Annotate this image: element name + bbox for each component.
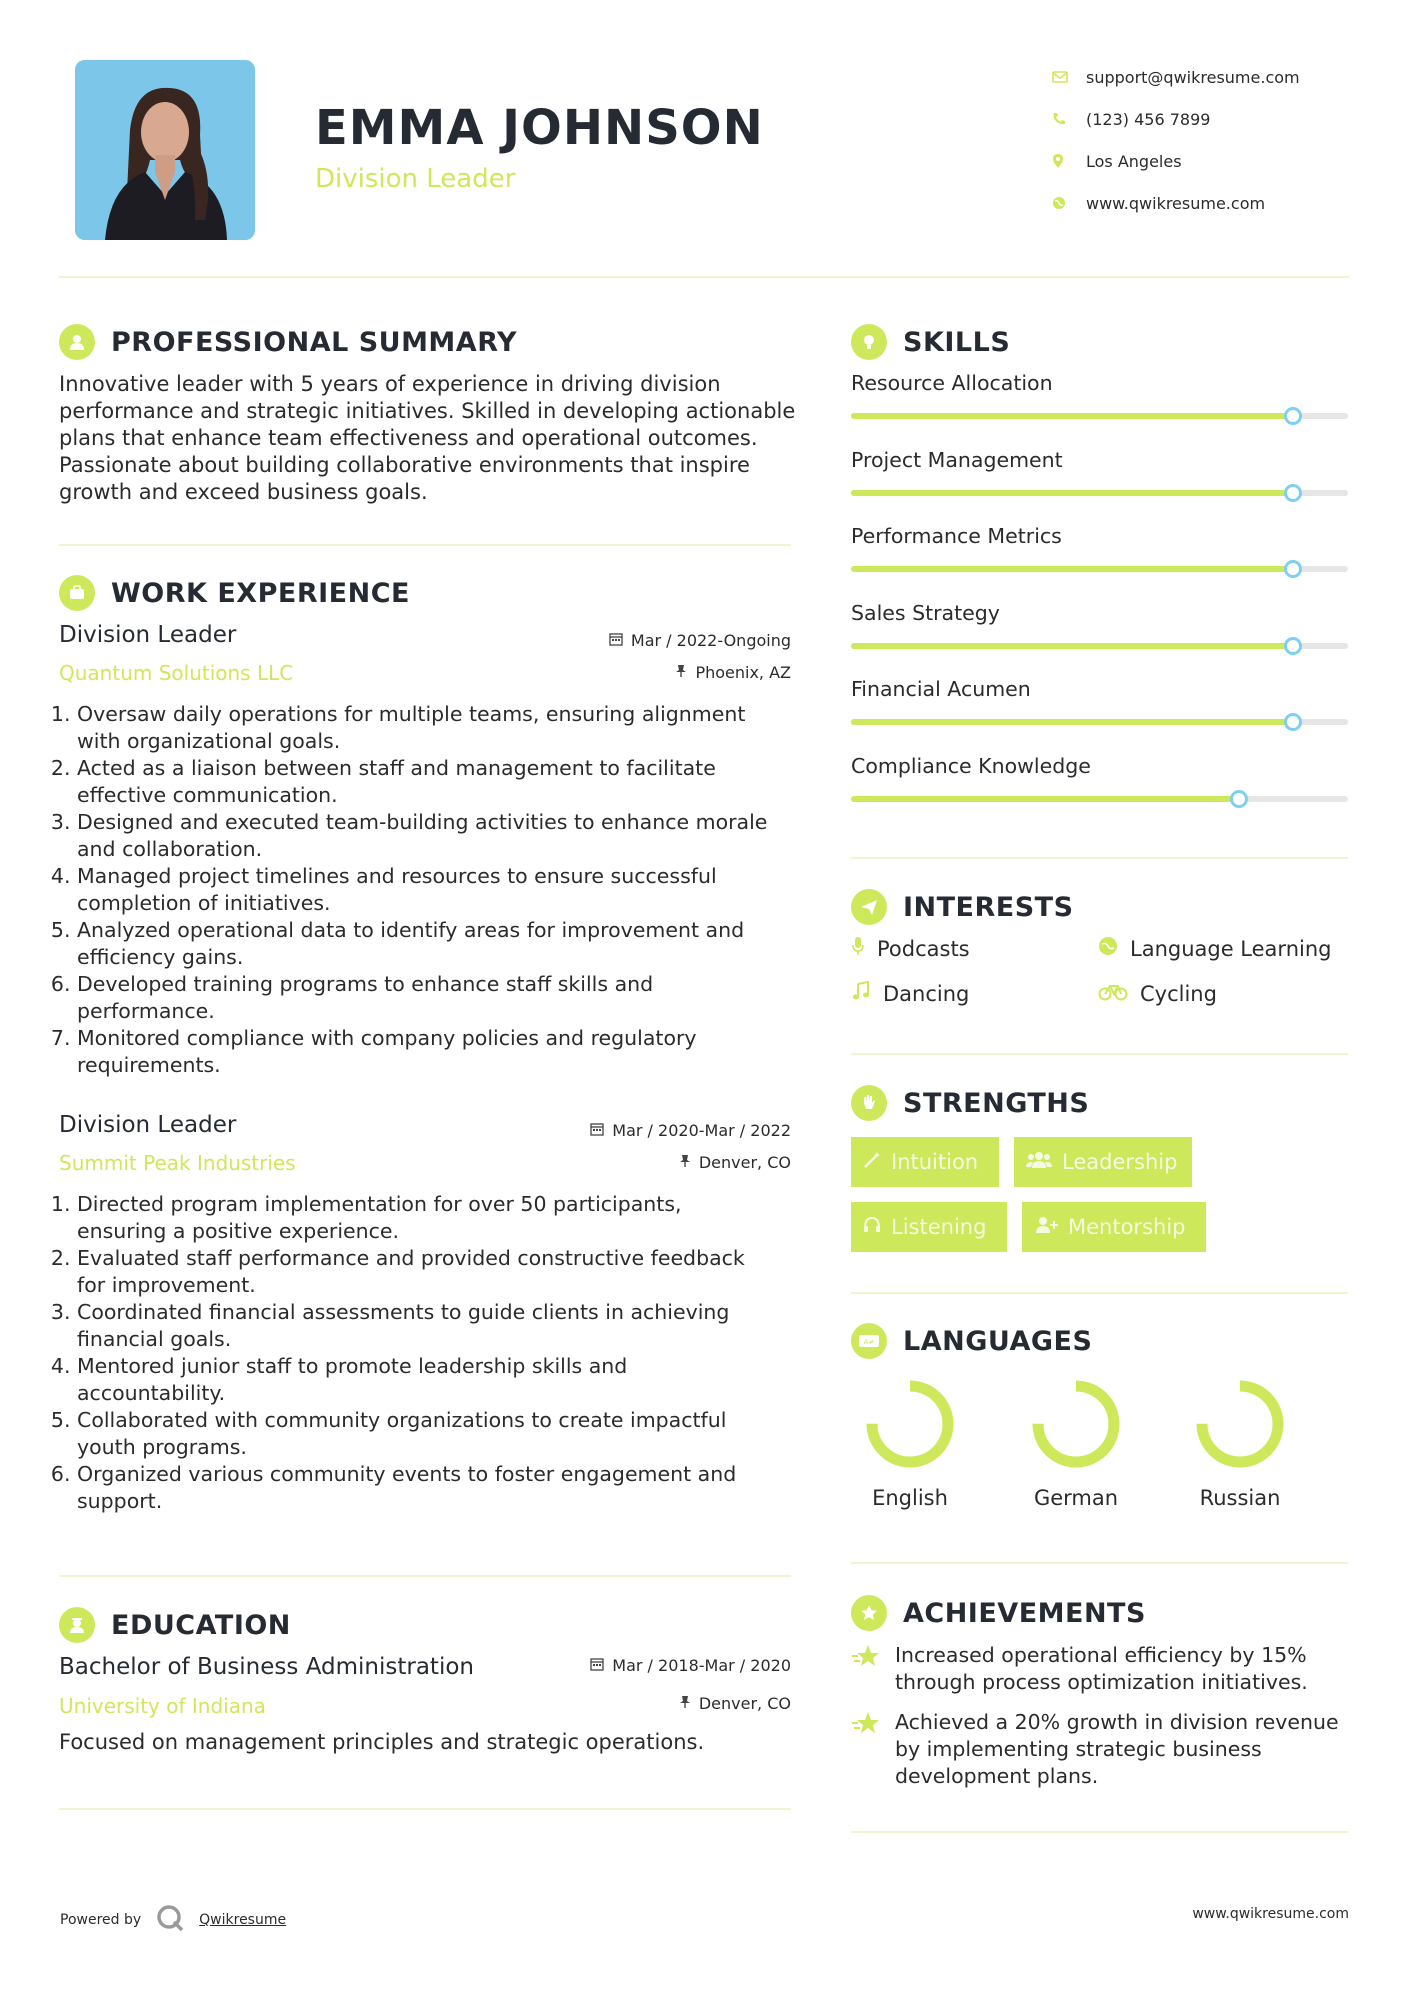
job-location <box>679 1153 791 1172</box>
skill-label: Compliance Knowledge <box>851 753 1091 778</box>
summary-text <box>59 371 799 506</box>
list-item: 5. Analyzed operational data to identify areas for improvement and efficiency gains. <box>77 917 799 971</box>
job-location <box>675 663 791 682</box>
contact-location <box>1052 140 1352 182</box>
languages-divider <box>851 1562 1348 1564</box>
skill-bar-track <box>851 490 1348 496</box>
calendar-icon <box>590 1656 604 1675</box>
skill-label: Project Management <box>851 447 1063 472</box>
list-item: 4. Mentored junior staff to promote leadership skills and accountability. <box>77 1353 799 1407</box>
strength-label: Intuition <box>891 1150 979 1174</box>
summary-line: Passionate about building collaborative environments that inspire <box>59 453 750 477</box>
contact-email-text: support@qwikresume.com <box>1086 67 1300 87</box>
language-level-arc <box>872 1386 948 1462</box>
interest-label: Cycling <box>1140 981 1217 1006</box>
interests-title: INTERESTS <box>903 891 1074 923</box>
graduate-icon <box>59 1607 95 1643</box>
list-item: 6. Developed training programs to enhance staff skills and performance. <box>77 971 799 1025</box>
contact-website[interactable] <box>1052 182 1352 224</box>
job-title: Division Leader <box>59 622 237 648</box>
skill-label: Performance Metrics <box>851 524 1062 548</box>
language-item <box>850 1376 970 1510</box>
strength-label: Mentorship <box>1068 1215 1186 1239</box>
strength-badge <box>851 1137 999 1187</box>
skill-bar-track <box>851 566 1348 572</box>
map-pin-icon <box>1052 153 1086 169</box>
skill-bar-fill <box>851 719 1293 725</box>
phone-icon <box>1052 112 1086 126</box>
list-item: 6. Organized various community events to foster engagement and support. <box>77 1461 799 1515</box>
skill-level-knob <box>1284 713 1302 731</box>
list-item: 3. Designed and executed team-building activities to enhance morale and collaboration. <box>77 809 799 863</box>
achievement-line: Achieved a 20% growth in division revenue <box>895 1710 1339 1734</box>
achievement-line: by implementing strategic business <box>895 1737 1262 1761</box>
achievements-divider <box>851 1831 1348 1833</box>
education-title: EDUCATION <box>111 1609 291 1641</box>
experience-title: WORK EXPERIENCE <box>111 577 410 609</box>
star-icon <box>851 1709 881 1790</box>
skill-bar-track <box>851 796 1348 802</box>
experience-divider <box>59 1575 791 1577</box>
interest-item <box>851 936 970 961</box>
skill-label: Financial Acumen <box>851 677 1031 701</box>
strength-label: Leadership <box>1062 1150 1178 1174</box>
skill-level-knob <box>1284 407 1302 425</box>
qwikresume-link[interactable]: Qwikresume <box>199 1912 287 1928</box>
music-note-icon <box>851 981 871 1006</box>
strengths-divider <box>851 1292 1348 1294</box>
skill-item <box>851 601 1348 649</box>
degree-title: Bachelor of Business Administration <box>59 1654 474 1680</box>
skill-item <box>851 448 1348 496</box>
summary-line: performance and strategic initiatives. Skilled in developing actionable <box>59 399 796 423</box>
interest-item <box>851 981 969 1006</box>
summary-line: growth and exceed business goals. <box>59 480 428 504</box>
globe-icon <box>1098 936 1118 961</box>
interest-item <box>1098 981 1217 1006</box>
users-icon <box>1026 1150 1052 1174</box>
powered-by-label: Powered by <box>60 1912 142 1928</box>
skill-label: Sales Strategy <box>851 600 1000 625</box>
globe-icon <box>1052 196 1086 210</box>
skill-bar-fill <box>851 490 1293 496</box>
pushpin-icon <box>675 663 687 682</box>
skill-item <box>851 677 1348 725</box>
language-level-arc <box>1038 1386 1114 1462</box>
skill-item <box>851 754 1348 802</box>
contact-phone-text: (123) 456 7899 <box>1086 109 1211 129</box>
interests-divider <box>851 1053 1348 1055</box>
skill-level-knob <box>1230 790 1248 808</box>
candidate-name: EMMA JOHNSON <box>315 100 764 156</box>
skill-bar-fill <box>851 643 1293 649</box>
education-location <box>679 1694 791 1713</box>
list-item: 3. Coordinated financial assessments to guide clients in achieving financial goals. <box>77 1299 799 1353</box>
footer-branding <box>60 1903 286 1937</box>
language-item <box>1180 1376 1300 1510</box>
list-item: 2. Acted as a liaison between staff and management to facilitate effective communication. <box>77 755 799 809</box>
interest-item <box>1098 936 1331 961</box>
candidate-role: Division Leader <box>315 164 516 194</box>
contact-website-text: www.qwikresume.com <box>1086 193 1266 213</box>
language-item <box>1016 1376 1136 1510</box>
header-divider <box>59 276 1349 278</box>
achievements-title: ACHIEVEMENTS <box>903 1597 1146 1629</box>
achievement-item <box>851 1709 1351 1790</box>
pushpin-icon <box>679 1153 691 1172</box>
list-item: 2. Evaluated staff performance and provided constructive feedback for improvement. <box>77 1245 799 1299</box>
summary-line: plans that enhance team effectiveness and operational outcomes. <box>59 426 758 450</box>
user-icon <box>59 324 95 360</box>
summary-heading <box>59 324 517 360</box>
language-level-arc <box>1202 1386 1278 1462</box>
education-dates <box>590 1656 791 1675</box>
skill-bar-track <box>851 719 1348 725</box>
person-avatar-icon <box>75 60 255 240</box>
skills-title: SKILLS <box>903 326 1011 358</box>
job-duties-list <box>59 1191 799 1515</box>
pushpin-icon <box>679 1694 691 1713</box>
skill-level-knob <box>1284 637 1302 655</box>
svg-text:A≠: A≠ <box>863 1338 875 1346</box>
calendar-icon <box>609 631 623 650</box>
list-item: 5. Collaborated with community organizations to create impactful youth programs. <box>77 1407 799 1461</box>
education-heading <box>59 1607 291 1643</box>
achievements-heading <box>851 1595 1146 1631</box>
language-ring <box>1028 1376 1124 1472</box>
strength-badge <box>1014 1137 1192 1187</box>
skill-bar-fill <box>851 566 1293 572</box>
interest-label: Dancing <box>883 981 970 1006</box>
language-name: Russian <box>1199 1486 1281 1510</box>
strengths-title: STRENGTHS <box>903 1087 1090 1119</box>
school-name: University of Indiana <box>59 1694 266 1718</box>
interests-heading <box>851 889 1074 925</box>
education-description: Focused on management principles and strategic operations. <box>59 1730 705 1754</box>
achievement-line: Increased operational efficiency by 15% <box>895 1643 1307 1667</box>
languages-title: LANGUAGES <box>903 1325 1093 1357</box>
language-ring <box>1192 1376 1288 1472</box>
contact-location-text: Los Angeles <box>1086 151 1182 171</box>
skill-bar-track <box>851 413 1348 419</box>
education-location-text: Denver, CO <box>698 1694 791 1713</box>
job-location-text: Denver, CO <box>698 1153 791 1172</box>
contact-list <box>1052 56 1352 224</box>
job-dates-text: Mar / 2022-Ongoing <box>630 631 791 650</box>
qwikresume-logo-icon <box>155 1903 185 1937</box>
bicycle-icon <box>1098 981 1128 1006</box>
magic-wand-icon <box>863 1150 881 1174</box>
contact-phone[interactable] <box>1052 98 1352 140</box>
language-name: German <box>1033 1486 1119 1510</box>
hand-icon <box>851 1085 887 1121</box>
skill-level-knob <box>1284 484 1302 502</box>
skill-label: Resource Allocation <box>851 371 1053 395</box>
star-icon <box>851 1642 881 1696</box>
language-icon <box>851 1323 887 1359</box>
achievement-item <box>851 1642 1351 1696</box>
briefcase-icon <box>59 575 95 611</box>
job-company: Summit Peak Industries <box>59 1151 296 1175</box>
interest-label: Language Learning <box>1130 936 1332 961</box>
paper-plane-icon <box>851 889 887 925</box>
job-duties-list <box>59 701 799 1079</box>
achievement-line: development plans. <box>895 1764 1099 1788</box>
job-dates <box>609 631 791 650</box>
job-dates <box>590 1121 791 1140</box>
education-dates-text: Mar / 2018-Mar / 2020 <box>612 1656 791 1675</box>
job-dates-text: Mar / 2020-Mar / 2022 <box>612 1121 791 1140</box>
achievement-line: through process optimization initiatives. <box>895 1670 1308 1694</box>
envelope-icon <box>1052 71 1086 83</box>
skill-bar-fill <box>851 796 1239 802</box>
strength-badge <box>851 1202 1007 1252</box>
interest-label: Podcasts <box>877 936 970 961</box>
profile-photo <box>75 60 255 240</box>
list-item: 4. Managed project timelines and resources to ensure successful completion of initiatives. <box>77 863 799 917</box>
skill-item <box>851 524 1348 572</box>
strength-badge <box>1022 1202 1206 1252</box>
skill-level-knob <box>1284 560 1302 578</box>
job-location-text: Phoenix, AZ <box>695 663 791 682</box>
list-item: 7. Monitored compliance with company policies and regulatory requirements. <box>77 1025 799 1079</box>
languages-heading <box>851 1323 1092 1359</box>
language-ring <box>862 1376 958 1472</box>
skills-heading <box>851 324 1010 360</box>
education-divider <box>59 1808 791 1810</box>
microphone-icon <box>851 936 865 961</box>
lightbulb-icon <box>851 324 887 360</box>
experience-heading <box>59 575 410 611</box>
strength-label: Listening <box>891 1215 987 1239</box>
job-company: Quantum Solutions LLC <box>59 661 294 685</box>
summary-line: Innovative leader with 5 years of experience in driving division <box>59 372 721 396</box>
skills-divider <box>851 857 1348 859</box>
contact-email[interactable] <box>1052 56 1352 98</box>
language-name: English <box>872 1486 948 1510</box>
job-title: Division Leader <box>59 1112 237 1138</box>
list-item: 1. Oversaw daily operations for multiple teams, ensuring alignment with organizational goals. <box>77 701 799 755</box>
calendar-icon <box>590 1121 604 1140</box>
skill-bar-track <box>851 643 1348 649</box>
strengths-heading <box>851 1085 1089 1121</box>
footer-website-link[interactable]: www.qwikresume.com <box>1192 1906 1349 1922</box>
skill-bar-fill <box>851 413 1293 419</box>
skill-item <box>851 371 1348 419</box>
summary-title: PROFESSIONAL SUMMARY <box>111 326 518 358</box>
summary-divider <box>59 544 791 546</box>
user-plus-icon <box>1034 1215 1058 1239</box>
headphones-icon <box>863 1215 881 1239</box>
star-badge-icon <box>851 1595 887 1631</box>
list-item: 1. Directed program implementation for over 50 participants, ensuring a positive experience. <box>77 1191 799 1245</box>
